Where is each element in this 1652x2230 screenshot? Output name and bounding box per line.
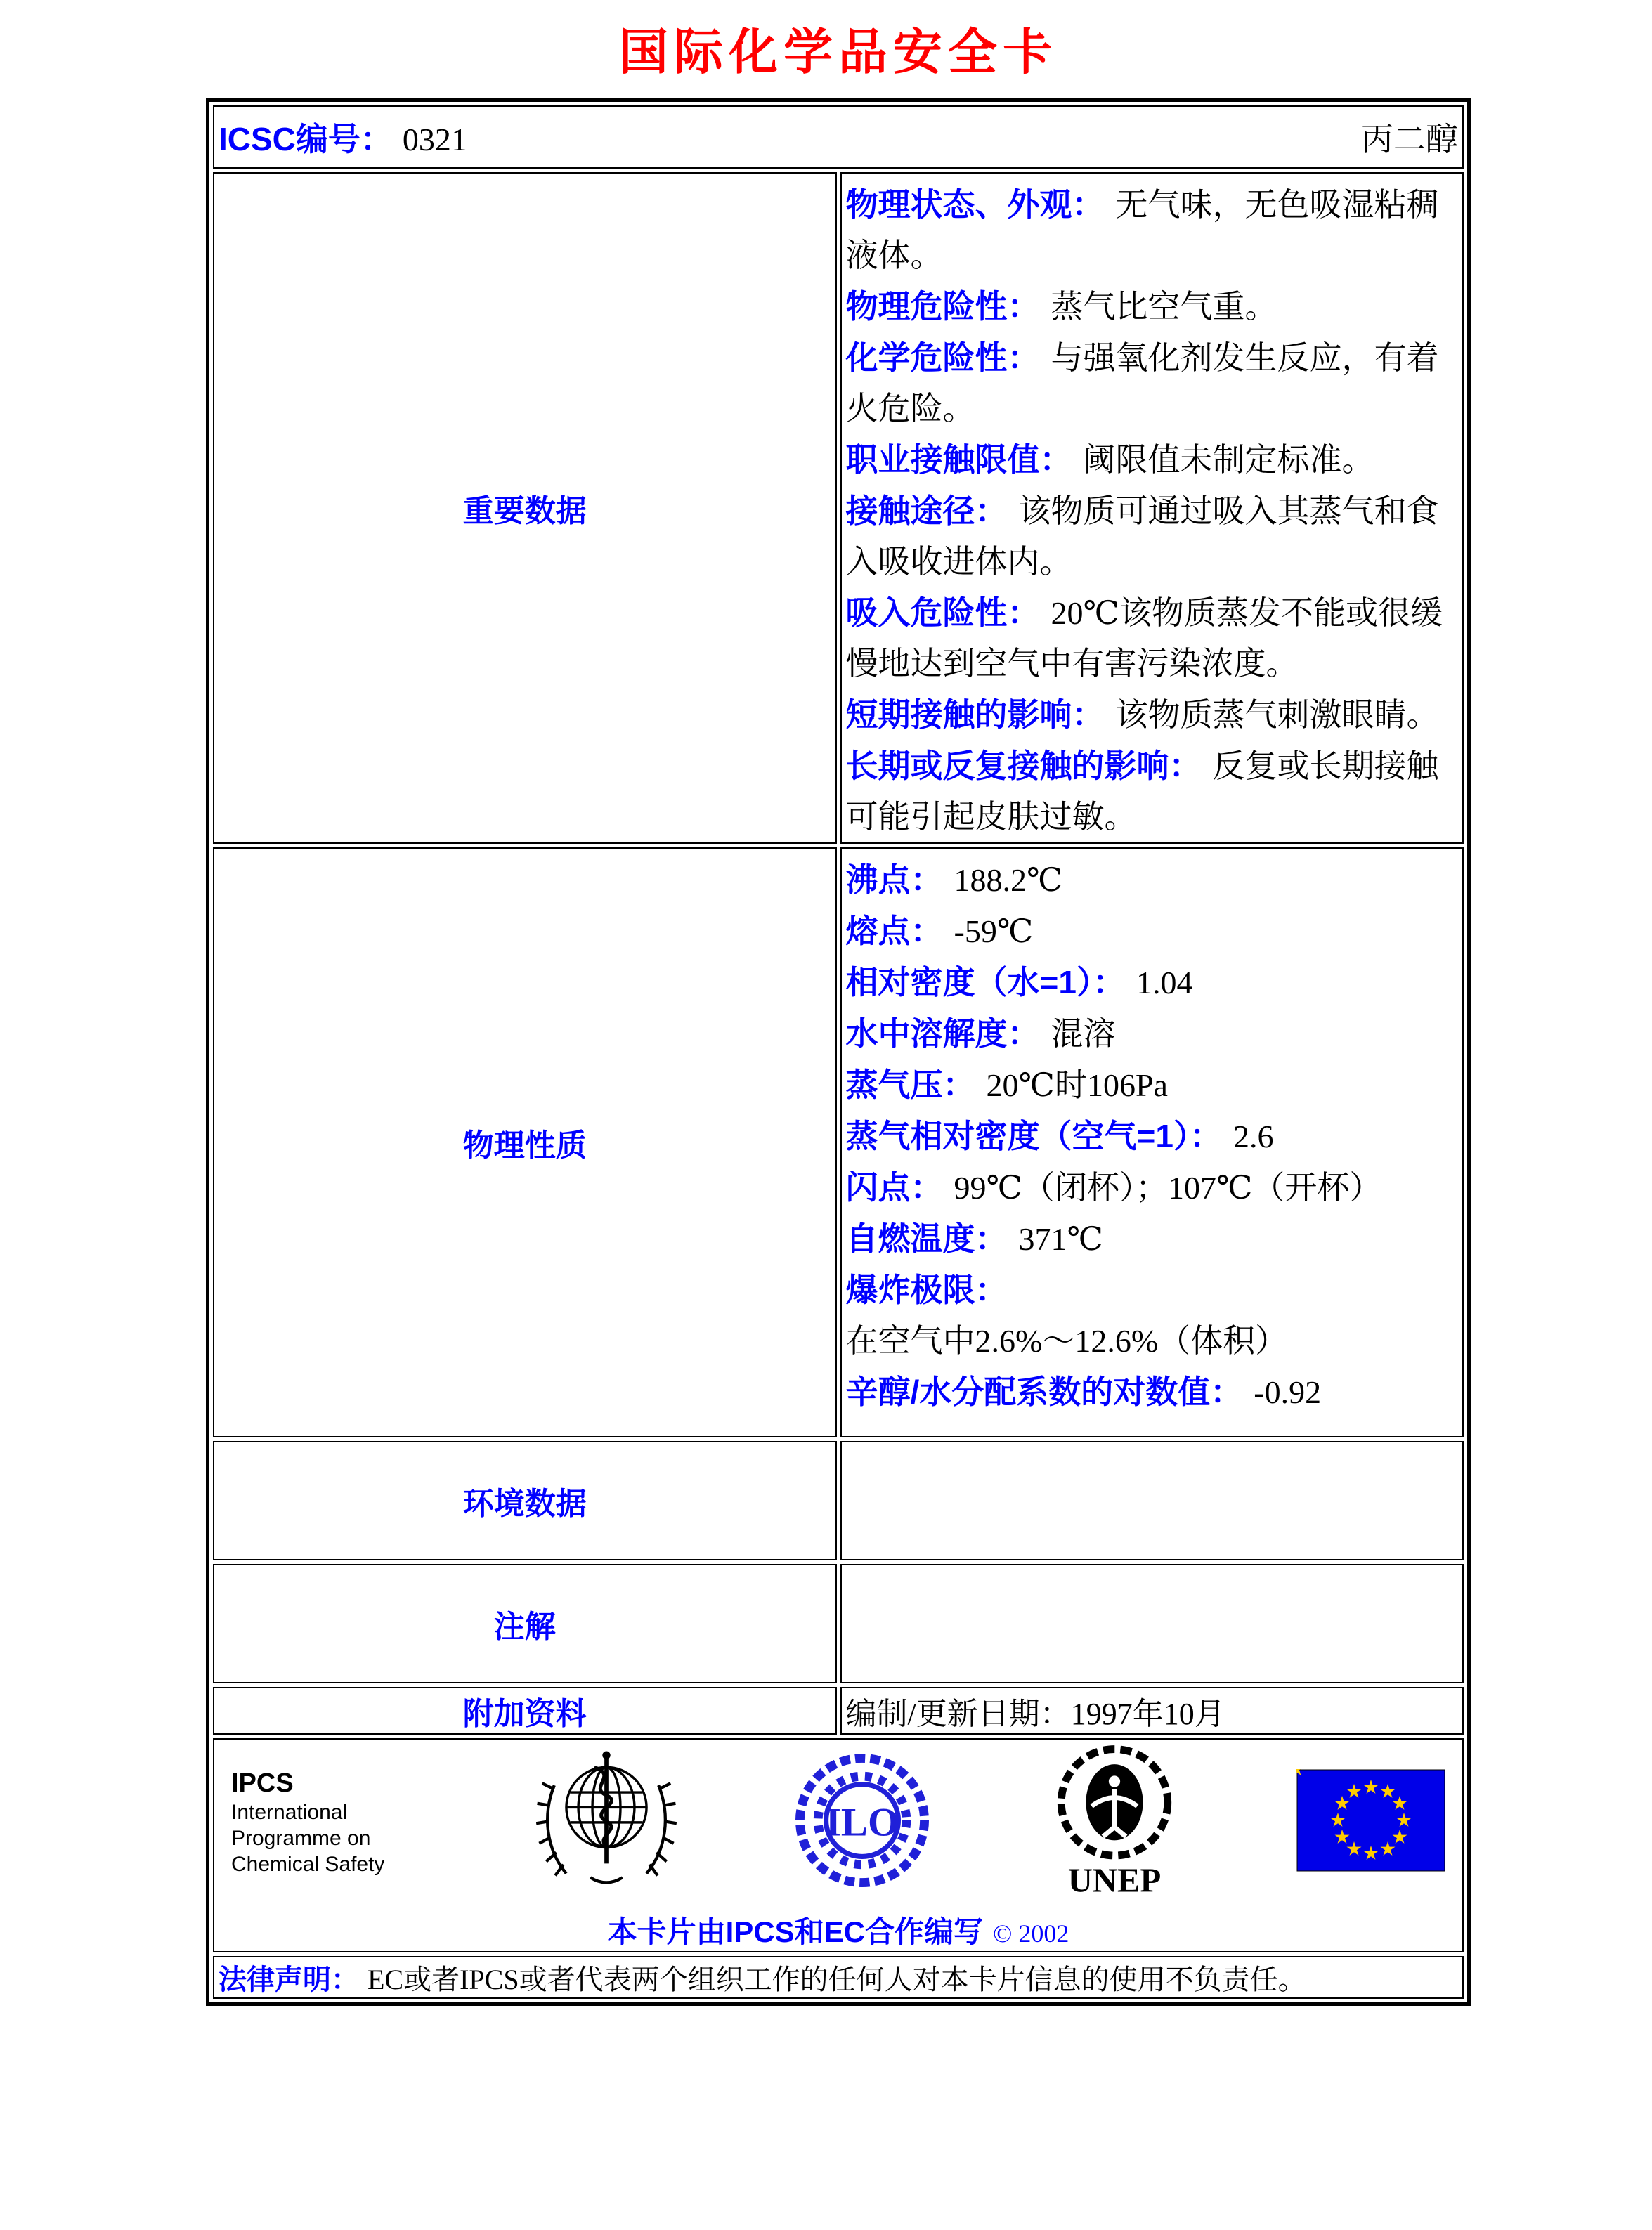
field-value: 混溶	[1051, 1016, 1116, 1052]
field-label: 化学危险性：	[845, 339, 1040, 376]
legal-row-cell	[213, 1956, 1464, 1999]
data-line	[846, 1265, 1459, 1367]
field-value: 无气味，无色吸湿粘稠液体。	[845, 187, 1439, 273]
field-label: 相对密度（水=1）：	[845, 964, 1125, 1000]
field-label: 蒸气相对密度（空气=1）：	[845, 1118, 1222, 1154]
section-content-notes	[840, 1564, 1464, 1683]
section-label-important: 重要数据	[213, 172, 837, 844]
credit-text: 本卡片由IPCS和EC合作编写	[607, 1915, 983, 1948]
data-line	[846, 485, 1459, 587]
data-line	[846, 332, 1459, 434]
ipcs-line-3: Chemical Safety	[231, 1853, 385, 1876]
data-line	[846, 1213, 1459, 1265]
field-label: 水中溶解度：	[845, 1015, 1040, 1052]
important-data-list	[842, 174, 1463, 842]
icsc-card	[206, 98, 1471, 2006]
ipcs-text-block	[231, 1767, 421, 1877]
field-value: 反复或长期接触可能引起皮肤过敏。	[845, 748, 1439, 835]
field-label: 沸点：	[845, 861, 943, 898]
data-line	[846, 1008, 1459, 1059]
icsc-number-value: 0321	[402, 122, 467, 157]
field-label: 熔点：	[845, 913, 943, 949]
section-content-environment	[840, 1441, 1464, 1560]
field-value: 蒸气比空气重。	[1051, 289, 1277, 325]
header-row-cell	[213, 105, 1464, 169]
icsc-number-label: ICSC编号：	[219, 121, 393, 157]
data-line	[846, 689, 1459, 741]
section-content-physical	[840, 847, 1464, 1437]
unep-logo-icon	[1048, 1740, 1181, 1905]
legal-label: 法律声明：	[219, 1964, 359, 1995]
field-value: 在空气中2.6%～12.6%（体积）	[845, 1323, 1288, 1359]
eu-flag-icon	[1296, 1769, 1445, 1875]
data-line	[846, 1367, 1459, 1418]
card-table	[209, 102, 1467, 2002]
ipcs-line-1: International	[231, 1801, 348, 1824]
ipcs-abbr: IPCS	[231, 1768, 294, 1798]
data-line	[846, 741, 1459, 842]
field-label: 接触途径：	[845, 493, 1008, 529]
ilo-logo-text: ILO	[825, 1800, 899, 1845]
field-label: 职业接触限值：	[845, 441, 1072, 478]
field-value: 1.04	[1136, 965, 1193, 1000]
field-label: 爆炸极限：	[845, 1272, 1008, 1308]
data-line	[846, 1059, 1459, 1111]
data-line	[846, 957, 1459, 1008]
credit-line	[214, 1909, 1462, 1951]
data-line	[846, 854, 1459, 906]
data-line	[846, 587, 1459, 689]
field-value: 371℃	[1018, 1221, 1103, 1257]
field-value: 与强氧化剂发生反应，有着火危险。	[845, 340, 1439, 426]
page-title: 国际化学品安全卡	[619, 26, 1058, 80]
field-value: 20℃该物质蒸发不能或很缓慢地达到空气中有害污染浓度。	[845, 595, 1443, 682]
field-value: 该物质可通过吸入其蒸气和食入吸收进体内。	[845, 493, 1439, 580]
legal-text: EC或者IPCS或者代表两个组织工作的任何人对本卡片信息的使用不负责任。	[368, 1964, 1306, 1995]
data-line	[846, 179, 1459, 281]
section-content-important	[840, 172, 1464, 844]
logos-row-cell	[213, 1738, 1464, 1952]
field-label: 长期或反复接触的影响：	[845, 748, 1202, 784]
who-logo-icon	[536, 1745, 677, 1899]
section-label-physical: 物理性质	[213, 847, 837, 1437]
section-content-additional	[840, 1687, 1464, 1735]
data-line	[846, 1162, 1459, 1213]
field-label: 自燃温度：	[845, 1220, 1008, 1257]
field-label: 吸入危险性：	[845, 594, 1040, 631]
data-line	[846, 1111, 1459, 1162]
field-value: 188.2℃	[954, 862, 1063, 898]
data-line	[846, 434, 1459, 485]
field-value: -0.92	[1254, 1374, 1322, 1410]
field-value: -59℃	[954, 913, 1034, 949]
data-line	[846, 906, 1459, 957]
field-label: 辛醇/水分配系数的对数值：	[845, 1374, 1243, 1410]
section-label-environment: 环境数据	[213, 1441, 837, 1560]
unep-logo-text: UNEP	[1067, 1861, 1162, 1900]
icsc-number-group	[219, 114, 467, 160]
ipcs-line-2: Programme on	[231, 1827, 371, 1850]
update-date-text: 编制/更新日期：1997年10月	[845, 1697, 1225, 1731]
ilo-logo-icon	[792, 1750, 932, 1894]
field-label: 物理状态、外观：	[845, 186, 1105, 223]
chemical-name: 丙二醇	[1361, 122, 1458, 157]
field-value: 20℃时106Pa	[986, 1067, 1168, 1103]
physical-properties-list	[842, 849, 1463, 1418]
section-label-additional: 附加资料	[213, 1687, 837, 1735]
field-value: 99℃（闭杯）；107℃（开杯）	[954, 1170, 1382, 1206]
field-label: 蒸气压：	[845, 1067, 975, 1103]
section-label-notes: 注解	[213, 1564, 837, 1683]
field-label: 闪点：	[845, 1169, 943, 1206]
field-label: 短期接触的影响：	[845, 696, 1105, 733]
field-value: 2.6	[1233, 1119, 1274, 1154]
copyright-text: © 2002	[993, 1919, 1069, 1948]
field-label: 物理危险性：	[845, 288, 1040, 325]
field-value: 阈限值未制定标准。	[1083, 442, 1374, 478]
data-line	[846, 281, 1459, 332]
field-value: 该物质蒸气刺激眼睛。	[1115, 697, 1439, 733]
